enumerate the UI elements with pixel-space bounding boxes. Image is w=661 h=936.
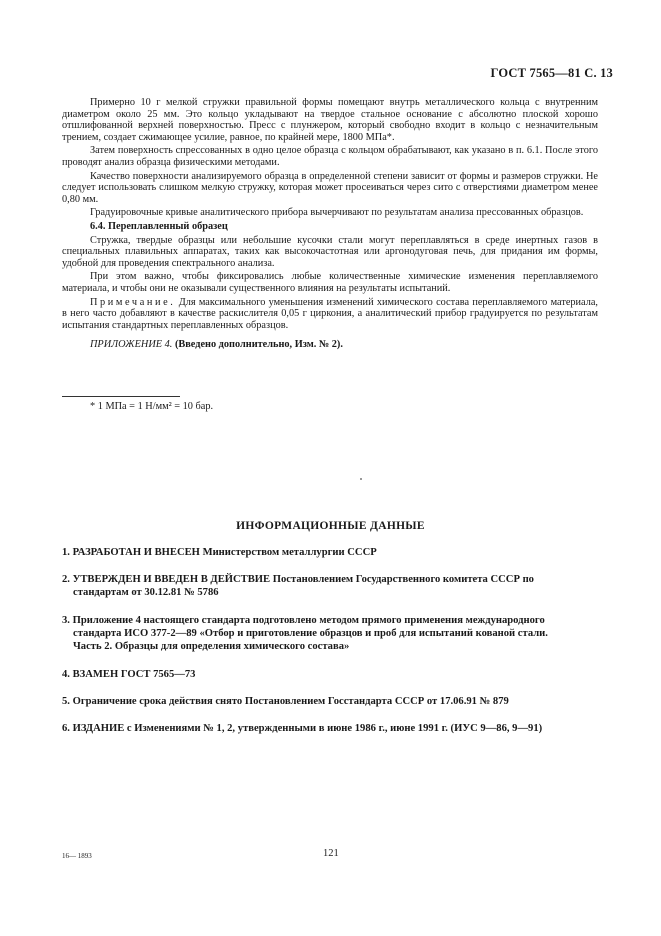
- info-item-3-line1: 3. Приложение 4 настоящего стандарта подготовлено методом прямого применения международного: [62, 615, 545, 626]
- note-text: Для максимального уменьшения изменений химического состава переплавляемого материала, в него часто добавляют в качестве раскислителя 0,05 г циркония, а аналитический прибор градуируется по результатам испытания стандартных переплавленных образцов.: [62, 296, 598, 331]
- info-item-5: 5. Ограничение срока действия снято Постановлением Госстандарта СССР от 17.06.91 № 879: [62, 696, 509, 707]
- paragraph-6: При этом важно, чтобы фиксировались любые количественные химические изменения переплавляемого материала, и чтобы они не оказывали существенного влияния на результаты испытаний.: [62, 271, 598, 294]
- info-item-2-line1: 2. УТВЕРЖДЕН И ВВЕДЕН В ДЕЙСТВИЕ Постановлением Государственного комитета СССР по: [62, 574, 534, 585]
- page-header: ГОСТ 7565—81 С. 13: [490, 66, 613, 80]
- info-item-1: 1. РАЗРАБОТАН И ВНЕСЕН Министерством металлургии СССР: [62, 547, 377, 558]
- info-item-3-line2: стандарта ИСО 377-2—89 «Отбор и приготовление образцов и проб для испытаний кованой стали.: [73, 628, 548, 639]
- paragraph-4: Градуировочные кривые аналитического прибора вычерчивают по результатам анализа прессованных образцов.: [90, 207, 584, 219]
- appendix-label: ПРИЛОЖЕНИЕ 4.: [90, 339, 173, 351]
- page-number: 121: [323, 848, 339, 859]
- info-item-3-line3: Часть 2. Образцы для определения химического состава»: [73, 641, 350, 652]
- scan-dot: [360, 478, 362, 480]
- paragraph-3: Качество поверхности анализируемого образца в определенной степени зависит от формы и размеров стружки. Не следует использовать слишком мелкую стружку, которая может просеиваться через сито с отверстиями диаметром менее 0,80 мм.: [62, 170, 598, 205]
- info-item-4: 4. ВЗАМЕН ГОСТ 7565—73: [62, 669, 196, 680]
- paragraph-5: Стружка, твердые образцы или небольшие кусочки стали могут переплавляться в среде инертных газов в специальных плавильных аппаратах, таких как высокочастотная или аргонодуговая печь, для придания им формы, удобной для проведения спектрального анализа.: [62, 234, 598, 269]
- section-heading: 6.4. Переплавленный образец: [90, 220, 228, 232]
- info-section-title: ИНФОРМАЦИОННЫЕ ДАННЫЕ: [236, 520, 425, 532]
- paragraph-2: Затем поверхность спрессованных в одно целое образца с кольцом обрабатывают, как указано в п. 6.1. После этого проводят анализ образца физическими методами.: [62, 145, 598, 168]
- footnote-divider: [62, 396, 180, 397]
- footnote: * 1 МПа = 1 Н/мм² = 10 бар.: [90, 401, 214, 412]
- body-text: [62, 97, 598, 353]
- appendix-reference: [62, 339, 598, 351]
- note-label: Примечание.: [90, 296, 176, 308]
- info-item-3: [62, 614, 600, 653]
- print-code: 16— 1893: [62, 852, 92, 860]
- info-item-2-line2: стандартам от 30.12.81 № 5786: [73, 587, 219, 598]
- info-item-6: 6. ИЗДАНИЕ с Изменениями № 1, 2, утвержденными в июне 1986 г., июне 1991 г. (ИУС 9—86, 9—91): [62, 723, 543, 734]
- paragraph-1: Примерно 10 г мелкой стружки правильной формы помещают внутрь металлического кольца с внутренним диаметром около 25 мм. Это кольцо укладывают на твердое стальное основание с абсолютно плоской хорошо отшлифованной верхней поверхностью. Пресс с плунжером, который свободно входит в кольцо с незначительным трением, создает сжимающее усилие, равное, по крайней мере, 1800 МПа*.: [62, 97, 598, 143]
- info-item-2: [62, 573, 600, 599]
- appendix-note: (Введено дополнительно, Изм. № 2).: [172, 339, 343, 351]
- note-paragraph: [62, 297, 598, 332]
